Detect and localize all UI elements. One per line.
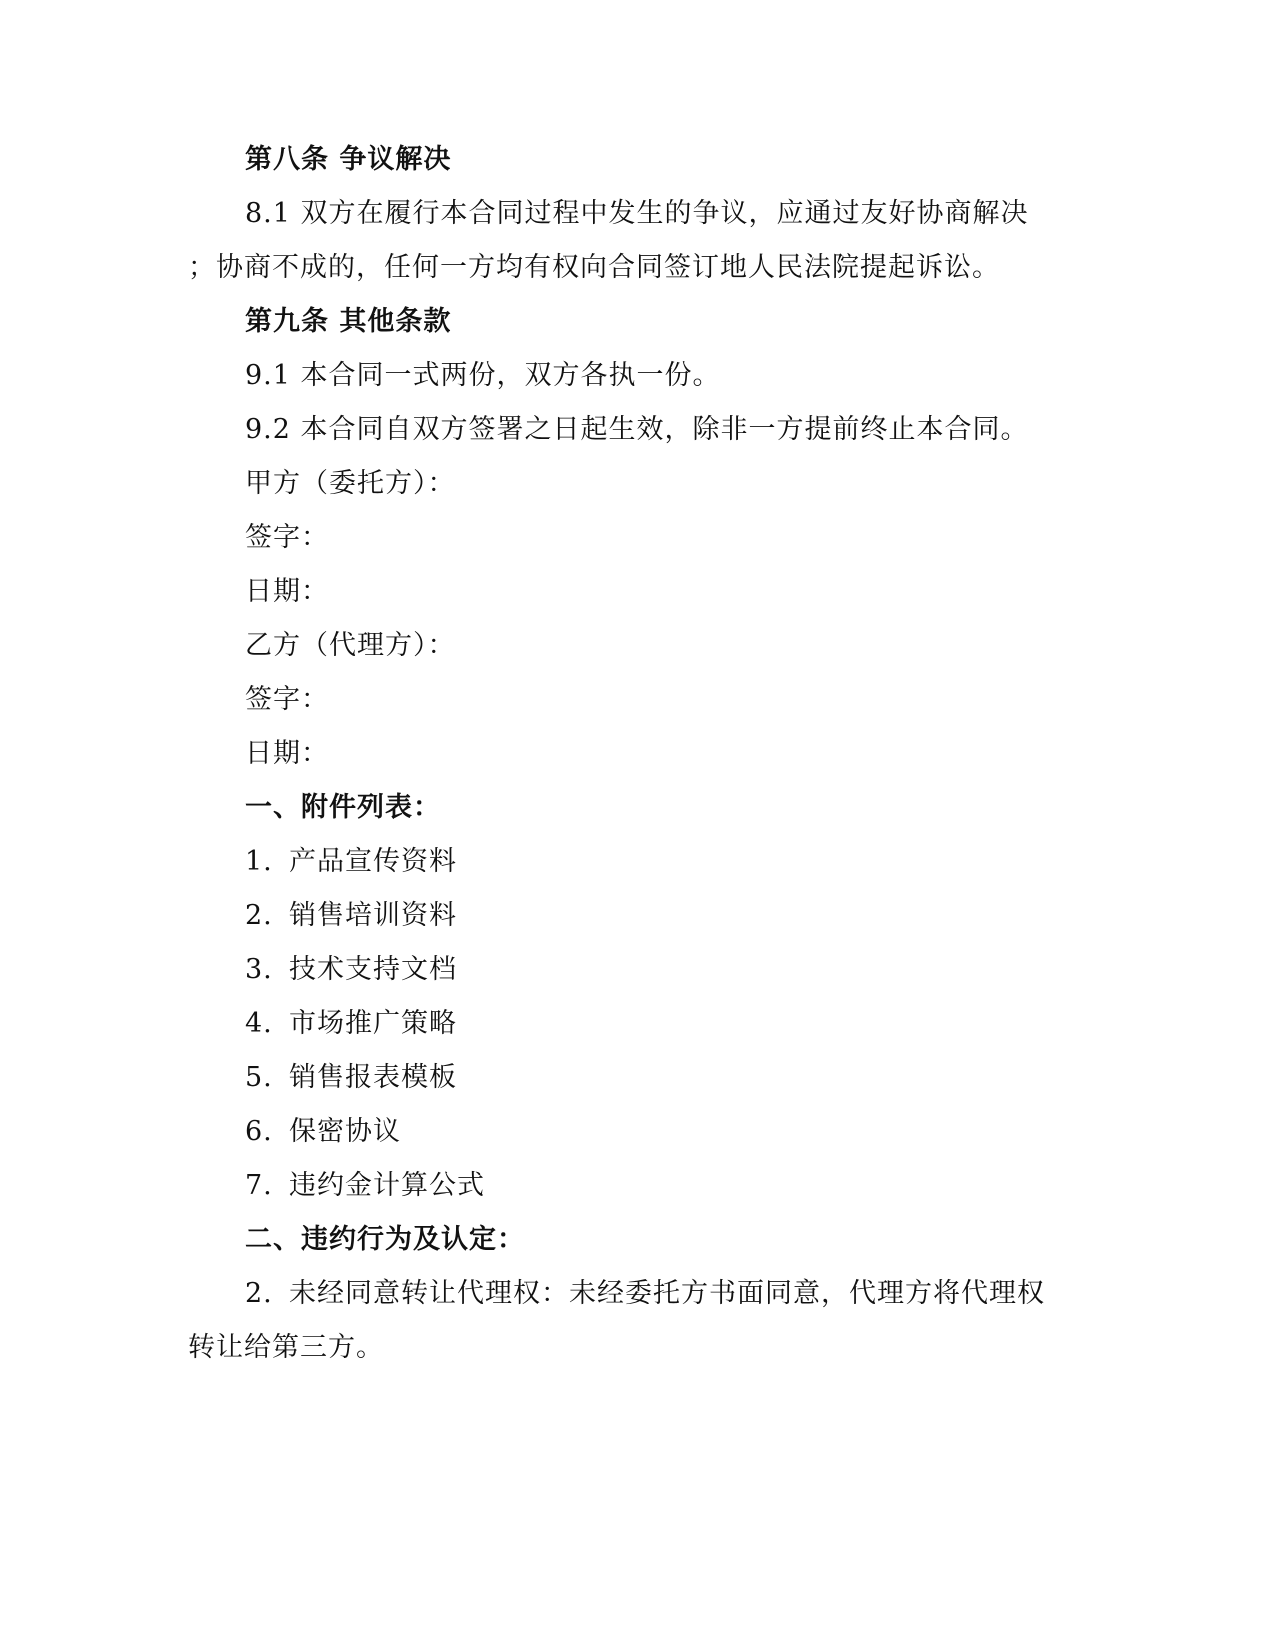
clause-8-1-line-1: 8.1 双方在履行本合同过程中发生的争议，应通过友好协商解决 bbox=[245, 198, 1029, 229]
list-item bbox=[245, 1114, 401, 1150]
breach-item-line-2: 转让给第三方。 bbox=[188, 1332, 384, 1363]
clause-9-1: 9.1 本合同一式两份，双方各执一份。 bbox=[245, 360, 721, 391]
list-item-text: 产品宣传资料 bbox=[289, 846, 457, 877]
breach-item-number: 2. bbox=[245, 1278, 273, 1309]
list-item-number: 6. bbox=[245, 1116, 273, 1147]
party-a-date: 日期： bbox=[245, 576, 329, 607]
list-item-number: 3. bbox=[245, 954, 273, 985]
list-item-text: 销售培训资料 bbox=[289, 900, 457, 931]
party-b-signature: 签字： bbox=[245, 684, 329, 715]
list-item bbox=[245, 1060, 457, 1096]
breach-heading: 二、违约行为及认定： bbox=[245, 1224, 525, 1255]
list-item bbox=[245, 1168, 485, 1204]
list-item bbox=[245, 844, 457, 880]
list-item-text: 技术支持文档 bbox=[289, 954, 457, 985]
clause-9-2: 9.2 本合同自双方签署之日起生效，除非一方提前终止本合同。 bbox=[245, 414, 1029, 445]
list-item-number: 1. bbox=[245, 846, 273, 877]
list-item-text: 销售报表模板 bbox=[289, 1062, 457, 1093]
list-item-number: 4. bbox=[245, 1008, 273, 1039]
list-item bbox=[245, 1006, 457, 1042]
breach-item-line-1 bbox=[245, 1276, 1045, 1312]
list-item-number: 7. bbox=[245, 1170, 273, 1201]
article-8-heading: 第八条 争议解决 bbox=[245, 144, 452, 175]
list-item-text: 保密协议 bbox=[289, 1116, 401, 1147]
party-b-label: 乙方（代理方）： bbox=[245, 630, 456, 661]
breach-item-text: 未经同意转让代理权：未经委托方书面同意，代理方将代理权 bbox=[289, 1278, 1045, 1309]
list-item-number: 5. bbox=[245, 1062, 273, 1093]
party-a-label: 甲方（委托方）： bbox=[245, 468, 456, 499]
list-item bbox=[245, 898, 457, 934]
list-item bbox=[245, 952, 457, 988]
attachments-heading: 一、附件列表： bbox=[245, 792, 441, 823]
list-item-number: 2. bbox=[245, 900, 273, 931]
party-a-signature: 签字： bbox=[245, 522, 329, 553]
list-item-text: 违约金计算公式 bbox=[289, 1170, 485, 1201]
clause-8-1-line-2: ；协商不成的，任何一方均有权向合同签订地人民法院提起诉讼。 bbox=[188, 252, 1000, 283]
list-item-text: 市场推广策略 bbox=[289, 1008, 457, 1039]
article-9-heading: 第九条 其他条款 bbox=[245, 306, 452, 337]
party-b-date: 日期： bbox=[245, 738, 329, 769]
